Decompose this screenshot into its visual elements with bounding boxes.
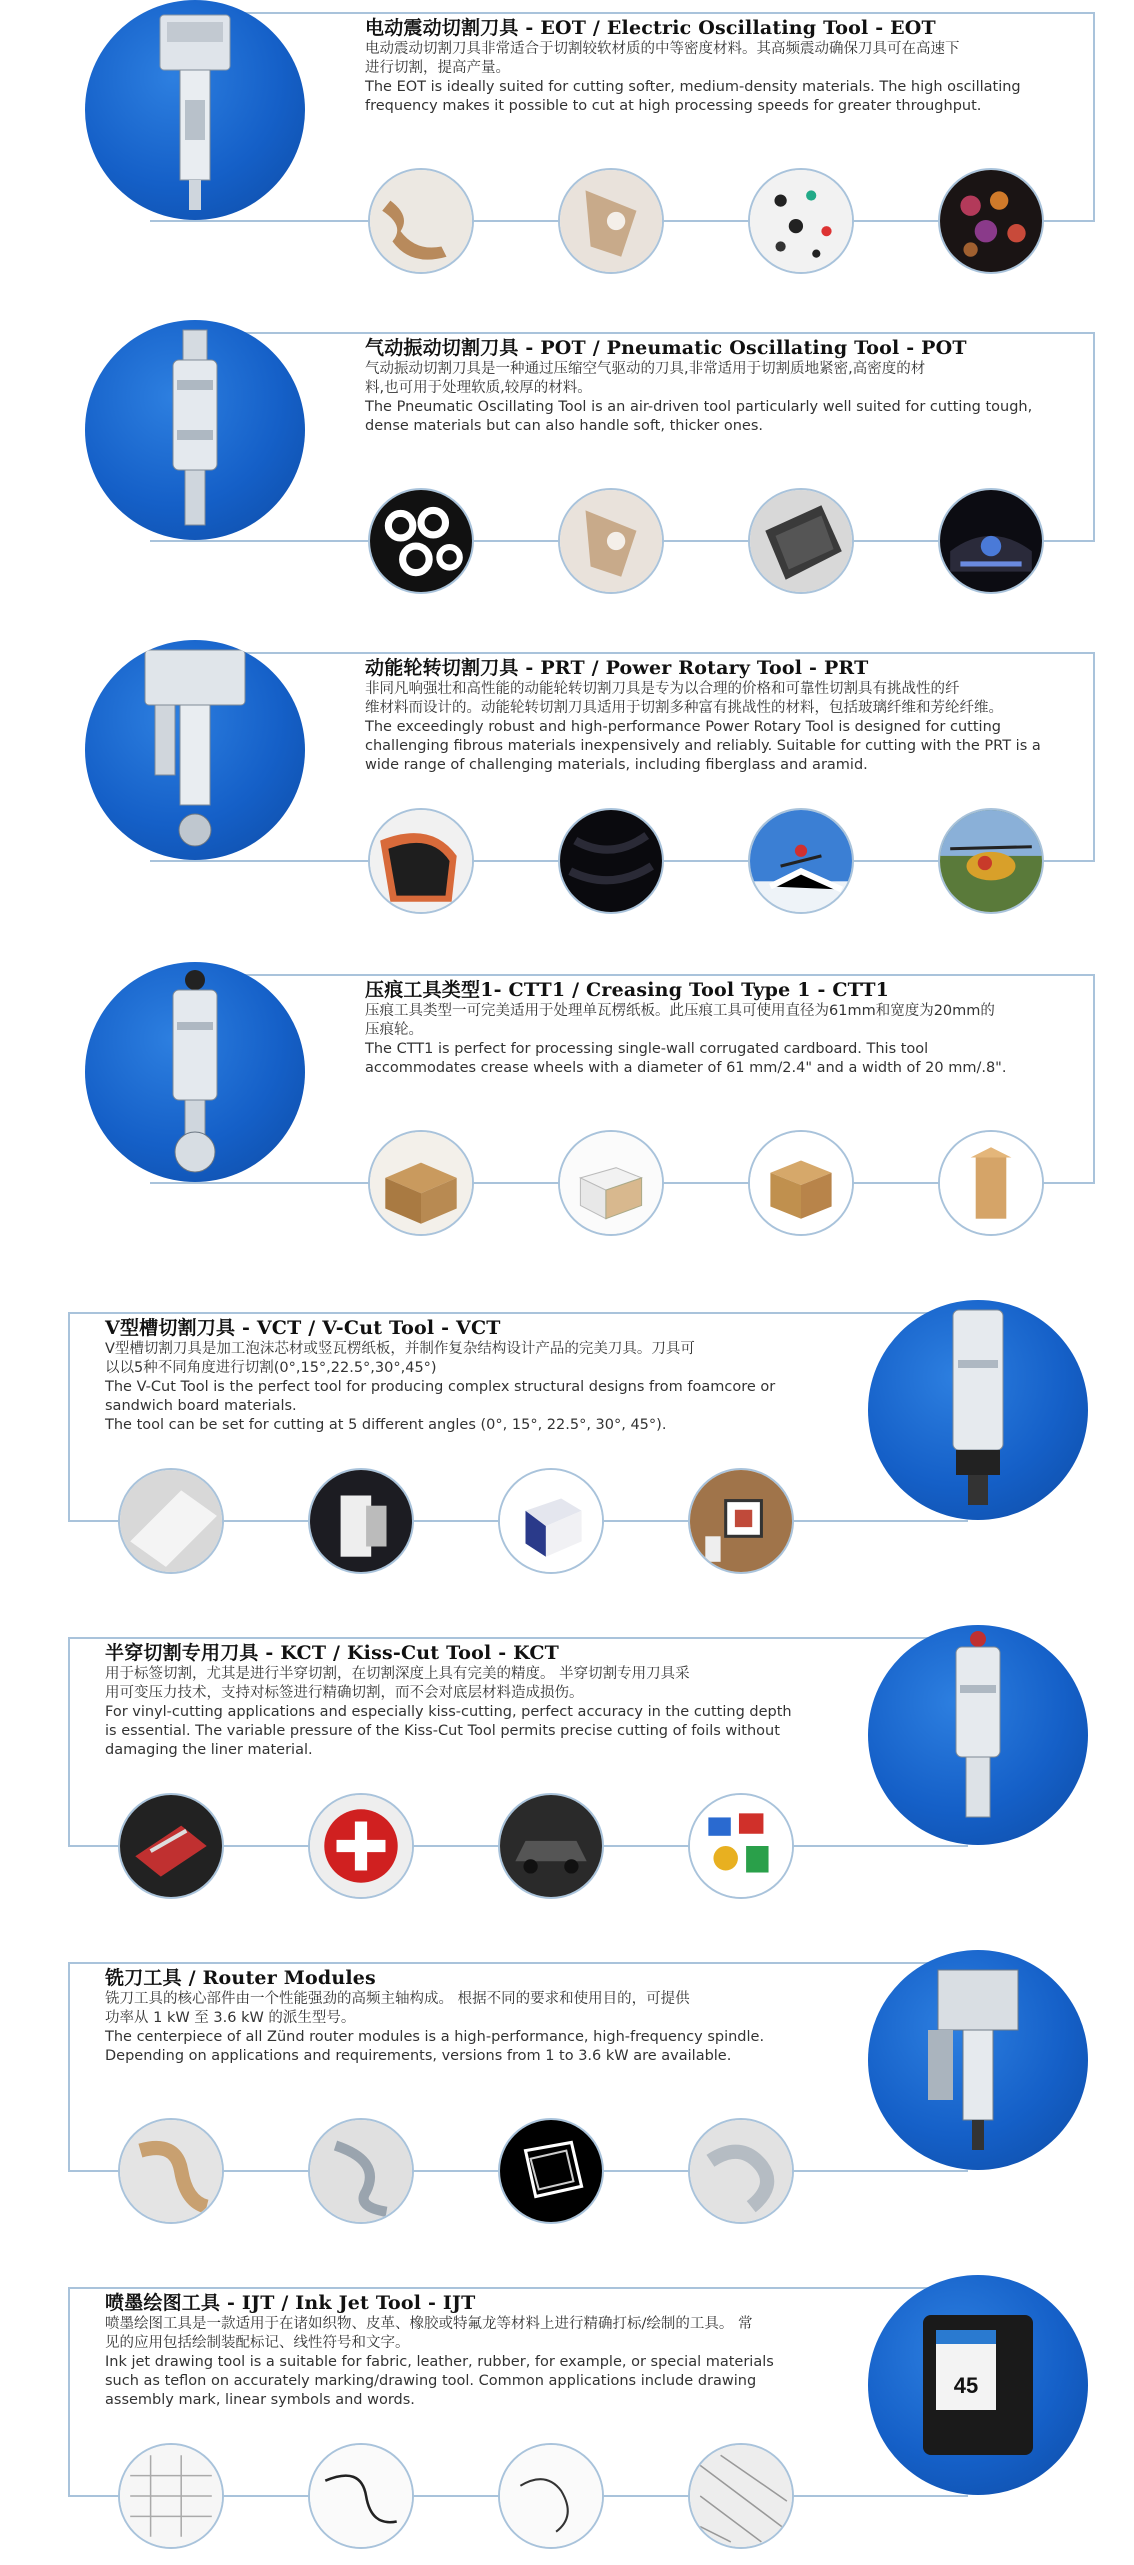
description-line: 料,也可用于处理软质,较厚的材料。	[365, 380, 592, 396]
description-line: 压痕工具类型一可完美适用于处理单瓦楞纸板。此压痕工具可使用直径为61mm和宽度为20mm的	[365, 1003, 995, 1019]
car-interior-sample	[938, 488, 1044, 594]
curve-drawing-sample	[308, 2443, 414, 2549]
description-line: such as teflon on accurately marking/drawing tool. Common applications include drawing	[105, 2373, 757, 2389]
description-line: The Pneumatic Oscillating Tool is an air-driven tool particularly well suited for cutting tough,	[365, 399, 1033, 415]
section-title: 电动震动切割刀具 - EOT / Electric Oscillating Tool - EOT	[365, 17, 936, 39]
description-line: For vinyl-cutting applications and especially kiss-cutting, perfect accuracy in the cutting depth	[105, 1704, 792, 1720]
car-sample	[498, 1793, 604, 1899]
cut-foam-sample	[558, 488, 664, 594]
description-line: 喷墨绘图工具是一款适用于在诸如织物、皮革、橡胶或特氟龙等材料上进行精确打标/绘制的工具。 常	[105, 2316, 753, 2332]
vct-tool-image	[868, 1300, 1088, 1520]
acrylic-curve-sample	[308, 2118, 414, 2224]
white-board-sample	[118, 1468, 224, 1574]
ctt1-tool-image	[85, 962, 305, 1182]
description-line: dense materials but can also handle soft, thicker ones.	[365, 418, 763, 434]
display-stand-sample	[308, 1468, 414, 1574]
fiber-layers-sample	[368, 808, 474, 914]
aluminum-curve-sample	[688, 2118, 794, 2224]
description-line: 进行切割，提高产量。	[365, 60, 510, 76]
description-line: The EOT is ideally suited for cutting softer, medium-density materials. The high oscillating	[365, 79, 1021, 95]
blue-box-sample	[498, 1468, 604, 1574]
section-text	[365, 656, 1065, 775]
description-line: accommodates crease wheels with a diameter of 61 mm/2.4" and a width of 20 mm/.8".	[365, 1060, 1007, 1076]
section-text	[105, 1966, 805, 2066]
section-ctt1	[0, 962, 1134, 1282]
section-text	[105, 1641, 805, 1760]
description-line: 用可变压力技术，支持对标签进行精确切割，而不会对底层材料造成损伤。	[105, 1685, 584, 1701]
description-line: 非同凡响强壮和高性能的动能轮转切割刀具是专为以合理的价格和可靠性切割具有挑战性的纤	[365, 681, 960, 697]
helicopter-sample	[938, 808, 1044, 914]
cartridge-number: 45	[953, 2373, 979, 2398]
open-boxes-sample	[368, 1130, 474, 1236]
description-line: damaging the liner material.	[105, 1742, 313, 1758]
eot-tool-image	[85, 0, 305, 220]
section-router	[0, 1950, 1134, 2270]
description-line: wide range of challenging materials, including fiberglass and aramid.	[365, 757, 868, 773]
ijt-tool-image	[868, 2275, 1088, 2495]
section-prt	[0, 640, 1134, 960]
section-title: 半穿切割专用刀具 - KCT / Kiss-Cut Tool - KCT	[105, 1642, 559, 1664]
description-line: The exceedingly robust and high-performance Power Rotary Tool is designed for cutting	[365, 719, 1001, 735]
section-text	[105, 1316, 805, 1435]
dark-foam-sample	[748, 488, 854, 594]
description-line: Ink jet drawing tool is a suitable for fabric, leather, rubber, for example, or special materials	[105, 2354, 774, 2370]
kct-tool-image	[868, 1625, 1088, 1845]
description-line: Depending on applications and requirements, versions from 1 to 3.6 kW are available.	[105, 2048, 732, 2064]
section-text	[365, 978, 1065, 1078]
section-eot	[0, 0, 1134, 320]
router-tool-image	[868, 1950, 1088, 2170]
description-line: is essential. The variable pressure of the Kiss-Cut Tool permits precise cutting of foils without	[105, 1723, 780, 1739]
section-kct	[0, 1625, 1134, 1945]
section-ijt	[0, 2275, 1134, 2565]
dotted-pattern-sample	[748, 168, 854, 274]
section-title: 动能轮转切割刀具 - PRT / Power Rotary Tool - PRT	[365, 657, 869, 679]
framed-picture-sample	[688, 1468, 794, 1574]
cut-foam-sample	[558, 168, 664, 274]
stickers-sample	[688, 1793, 794, 1899]
section-pot	[0, 320, 1134, 640]
description-line: The CTT1 is perfect for processing single-wall corrugated cardboard. This tool	[365, 1041, 929, 1057]
tall-box-sample	[938, 1130, 1044, 1236]
pattern-lines-sample	[118, 2443, 224, 2549]
section-text	[365, 16, 1065, 116]
section-title: 压痕工具类型1- CTT1 / Creasing Tool Type 1 - CTT1	[365, 979, 890, 1001]
black-fabric-sample	[558, 808, 664, 914]
section-title: V型槽切割刀具 - VCT / V-Cut Tool - VCT	[105, 1317, 501, 1339]
description-line: sandwich board materials.	[105, 1398, 297, 1414]
description-line: assembly mark, linear symbols and words.	[105, 2392, 415, 2408]
description-line: V型槽切割刀具是加工泡沫芯材或竖瓦楞纸板，并制作复杂结构设计产品的完美刀具。刀具可	[105, 1341, 695, 1357]
prt-tool-image	[85, 640, 305, 860]
white-rings-sample	[368, 488, 474, 594]
description-line: frequency makes it possible to cut at high processing speeds for greater throughput.	[365, 98, 982, 114]
wood-curve-sample	[118, 2118, 224, 2224]
description-line: 铣刀工具的核心部件由一个性能强劲的高频主轴构成。 根据不同的要求和使用目的，可提供	[105, 1991, 690, 2007]
description-line: 功率从 1 kW 至 3.6 kW 的派生型号。	[105, 2010, 356, 2026]
vinyl-tool-sample	[118, 1793, 224, 1899]
acrylic-frames-sample	[498, 2118, 604, 2224]
corrugated-foam-sample	[368, 168, 474, 274]
section-text	[365, 336, 1065, 436]
description-line: 气动振动切割刀具是一种通过压缩空气驱动的刀具,非常适用于切割质地紧密,高密度的材	[365, 361, 926, 377]
red-cross-sample	[308, 1793, 414, 1899]
colorful-circles-sample	[938, 168, 1044, 274]
cardboard-box-sample	[748, 1130, 854, 1236]
description-line: The centerpiece of all Zünd router modules is a high-performance, high-frequency spindle.	[105, 2029, 765, 2045]
section-title: 气动振动切割刀具 - POT / Pneumatic Oscillating Tool - POT	[365, 337, 967, 359]
skier-sample	[748, 808, 854, 914]
description-line: The V-Cut Tool is the perfect tool for producing complex structural designs from foamcore or	[105, 1379, 776, 1395]
section-title: 喷墨绘图工具 - IJT / Ink Jet Tool - IJT	[105, 2292, 476, 2314]
description-line: The tool can be set for cutting at 5 different angles (0°, 15°, 22.5°, 30°, 45°).	[105, 1417, 667, 1433]
description-line: 电动震动切割刀具非常适合于切割较软材质的中等密度材料。其高频震动确保刀具可在高速下	[365, 41, 960, 57]
description-line: 维材料而设计的。动能轮转切割刀具适用于切割多种富有挑战性的材料，包括玻璃纤维和芳纶纤维。	[365, 700, 1003, 716]
description-line: 见的应用包括绘制装配标记、线性符号和文字。	[105, 2335, 410, 2351]
description-line: 压痕轮。	[365, 1022, 423, 1038]
pot-tool-image	[85, 320, 305, 540]
description-line: 以以5种不同角度进行切割(0°,15°,22.5°,30°,45°)	[105, 1360, 437, 1376]
pattern-mesh-sample	[688, 2443, 794, 2549]
description-line: challenging fibrous materials inexpensively and reliably. Suitable for cutting with the PRT is a	[365, 738, 1041, 754]
curve-drawing-sample	[498, 2443, 604, 2549]
description-line: 用于标签切割，尤其是进行半穿切割，在切割深度上具有完美的精度。 半穿切割专用刀具采	[105, 1666, 690, 1682]
section-title: 铣刀工具 / Router Modules	[105, 1967, 376, 1989]
section-vct	[0, 1300, 1134, 1620]
section-text	[105, 2291, 805, 2410]
white-box-sample	[558, 1130, 664, 1236]
